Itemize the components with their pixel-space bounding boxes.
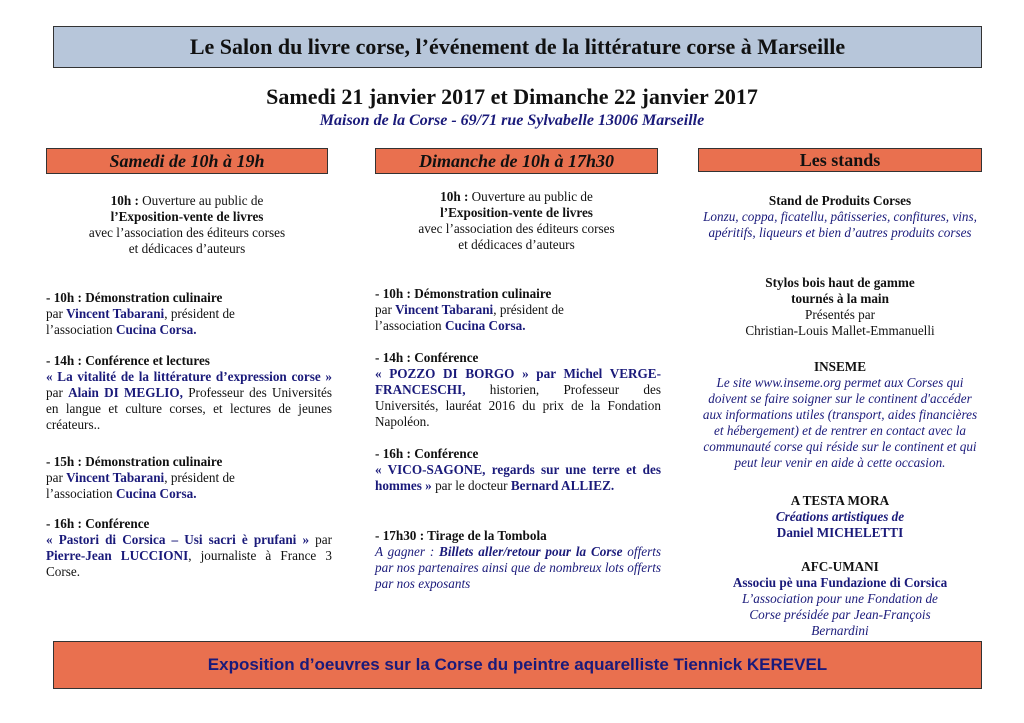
event-title-banner xyxy=(53,26,982,68)
stands-heading: Les stands xyxy=(698,148,982,172)
exhibition-text: Exposition d’oeuvres sur la Corse du peintre aquarelliste Tiennick KEREVEL xyxy=(207,655,828,674)
saturday-event-2: - 14h : Conférence et lectures « La vitalité de la littérature d’expression corse » par Alain DI MEGLIO, Professeur des Universités en langue et culture corses, et lectures de jeunes créateurs.. xyxy=(46,353,333,432)
sunday-event-1: - 10h : Démonstration culinaire par Vincent Tabarani, président de l’association Cucina Corsa. xyxy=(375,286,564,333)
sunday-heading: Dimanche de 10h à 17h30 xyxy=(375,148,658,174)
stand-inseme: INSEME Le site www.inseme.org permet aux Corses qui doivent se faire soigner sur le continent d'accéder aux informations utiles (transport, aides financières et hébergement) et de rentrer en contact avec la communauté corse qui réside sur le continent et qui peut leur venir en aide à cette occasion. xyxy=(702,359,978,470)
saturday-event-3: - 15h : Démonstration culinaire par Vincent Tabarani, président de l’association Cucina Corsa. xyxy=(46,454,235,501)
event-address: Maison de la Corse - 69/71 rue Sylvabelle 13006 Marseille xyxy=(319,112,705,129)
event-dates: Samedi 21 janvier 2017 et Dimanche 22 janvier 2017 xyxy=(266,84,758,109)
event-title: Le Salon du livre corse, l’événement de la littérature corse à Marseille xyxy=(189,34,846,59)
stand-corsican-products: Stand de Produits Corses Lonzu, coppa, ficatellu, pâtisseries, confitures, vins, apéritifs, liqueurs et bien d’autres produits corses xyxy=(703,193,977,240)
sunday-event-3: - 16h : Conférence « VICO-SAGONE, regards sur une terre et des hommes » par le docteur Bernard ALLIEZ. xyxy=(375,446,661,493)
exhibition-banner xyxy=(53,641,982,689)
sunday-event-2: - 14h : Conférence « POZZO DI BORGO » par Michel VERGE-FRANCESCHI, historien, Professeur des Universités, lauréat 2016 du prix de la Fondation Napoléon. xyxy=(375,350,661,429)
saturday-event-4: - 16h : Conférence « Pastori di Corsica – Usi sacri è prufani » par Pierre-Jean LUCCIONI, journaliste à France 3 Corse. xyxy=(46,516,332,579)
sunday-opening: 10h : Ouverture au public de l’Exposition-vente de livres avec l’association des éditeurs corses et dédicaces d’auteurs xyxy=(418,189,615,252)
sunday-event-4: - 17h30 : Tirage de la Tombola A gagner : Billets aller/retour pour la Corse offerts par nos partenaires ainsi que de nombreux lots offerts par nos exposants xyxy=(375,528,662,591)
stand-afc-umani: AFC-UMANI Associu pè una Fundazione di Corsica L’association pour une Fondation de Corse présidée par Jean-François Bernardini xyxy=(732,559,948,638)
stand-a-testa-mora: A TESTA MORA Créations artistiques de Daniel MICHELETTI xyxy=(775,493,905,540)
saturday-opening: 10h : Ouverture au public de l’Exposition-vente de livres avec l’association des éditeurs corses et dédicaces d’auteurs xyxy=(88,193,286,256)
saturday-heading: Samedi de 10h à 19h xyxy=(46,148,328,174)
saturday-event-1: - 10h : Démonstration culinaire par Vincent Tabarani, président de l’association Cucina Corsa. xyxy=(46,290,235,337)
stand-wooden-pens: Stylos bois haut de gamme tournés à la main Présentés par Christian-Louis Mallet-Emmanuelli xyxy=(745,275,935,338)
